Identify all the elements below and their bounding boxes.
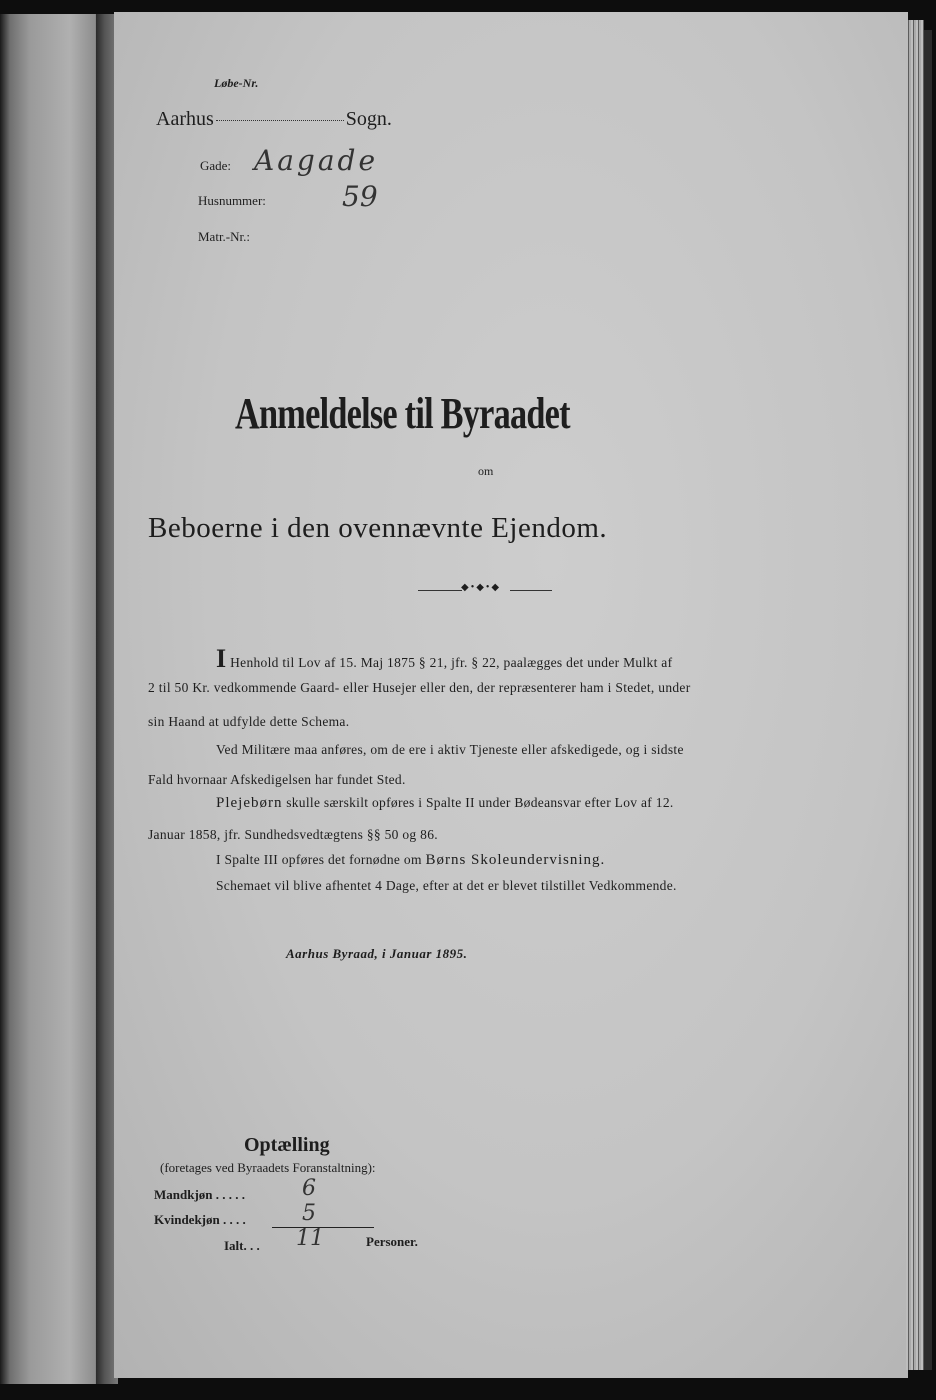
paragraph-1-line-2: 2 til 50 Kr. vedkommende Gaard- eller Husejer eller den, der repræsenterer ham i Stedet, under bbox=[148, 680, 691, 695]
plejeborn-emphasis: Plejebørn bbox=[216, 795, 283, 811]
total-label: Ialt. . . bbox=[224, 1238, 260, 1253]
school-emphasis: Børns Skoleundervisning. bbox=[425, 852, 606, 868]
parish-suffix: Sogn. bbox=[345, 108, 392, 130]
paragraph-3-line-1 bbox=[216, 795, 674, 812]
paragraph-3-line-2: Januar 1858, jfr. Sundhedsvedtægtens §§ 50 og 86. bbox=[148, 827, 438, 842]
lobe-nr-label: Løbe-Nr. bbox=[214, 76, 259, 90]
previous-page bbox=[0, 14, 100, 1384]
ornament-diamonds: ◆•◆•◆ bbox=[461, 582, 502, 593]
paragraph-2-line-1: Ved Militære maa anføres, om de ere i aktiv Tjeneste eller afskedigede, og i sidste bbox=[216, 742, 684, 757]
parish-dotted-line bbox=[216, 119, 344, 121]
street-value: Aagade bbox=[254, 144, 379, 177]
book-edge-shadow bbox=[924, 30, 932, 1370]
ornament-line-left bbox=[418, 590, 462, 591]
page-edges bbox=[906, 20, 924, 1370]
house-number-label: Husnummer: bbox=[198, 193, 266, 208]
street-label: Gade: bbox=[200, 158, 232, 173]
drop-cap: I bbox=[216, 644, 227, 673]
ornament-line-right bbox=[510, 590, 552, 591]
paragraph-1-line-3: sin Haand at udfylde dette Schema. bbox=[148, 714, 350, 729]
count-title: Optælling bbox=[244, 1134, 330, 1156]
matr-label: Matr.-Nr.: bbox=[198, 229, 250, 244]
paragraph-1-text-1: Henhold til Lov af 15. Maj 1875 § 21, jfr. § 22, paalægges det under Mulkt af bbox=[230, 655, 673, 670]
title-connector: om bbox=[478, 464, 494, 478]
paragraph-5: Schemaet vil blive afhentet 4 Dage, efter at det er blevet tilstillet Vedkommende. bbox=[216, 878, 677, 893]
paragraph-4-text: I Spalte III opføres det fornødne om bbox=[216, 852, 422, 867]
house-number-value: 59 bbox=[342, 180, 378, 213]
total-value: 11 bbox=[296, 1226, 324, 1251]
persons-label: Personer. bbox=[366, 1234, 418, 1249]
paragraph-3-text-1: skulle særskilt opføres i Spalte II under Bødeansvar efter Lov af 12. bbox=[286, 795, 674, 810]
female-value: 5 bbox=[302, 1201, 316, 1226]
parish-line bbox=[156, 108, 392, 131]
parish-city: Aarhus bbox=[156, 108, 214, 130]
paragraph-4 bbox=[216, 852, 605, 869]
paragraph-2-line-2: Fald hvornaar Afskedigelsen har fundet Sted. bbox=[148, 772, 406, 787]
paragraph-1-line-1 bbox=[216, 644, 672, 674]
male-label: Mandkjøn . . . . . bbox=[154, 1187, 246, 1202]
count-note: (foretages ved Byraadets Foranstaltning): bbox=[160, 1160, 376, 1175]
page-subtitle: Beboerne i den ovennævnte Ejendom. bbox=[148, 512, 608, 544]
female-label: Kvindekjøn . . . . bbox=[154, 1212, 246, 1227]
document-page bbox=[114, 12, 908, 1378]
signature-line: Aarhus Byraad, i Januar 1895. bbox=[286, 946, 468, 961]
page-title: Anmeldelse til Byraadet bbox=[235, 389, 570, 438]
male-value: 6 bbox=[302, 1176, 316, 1201]
